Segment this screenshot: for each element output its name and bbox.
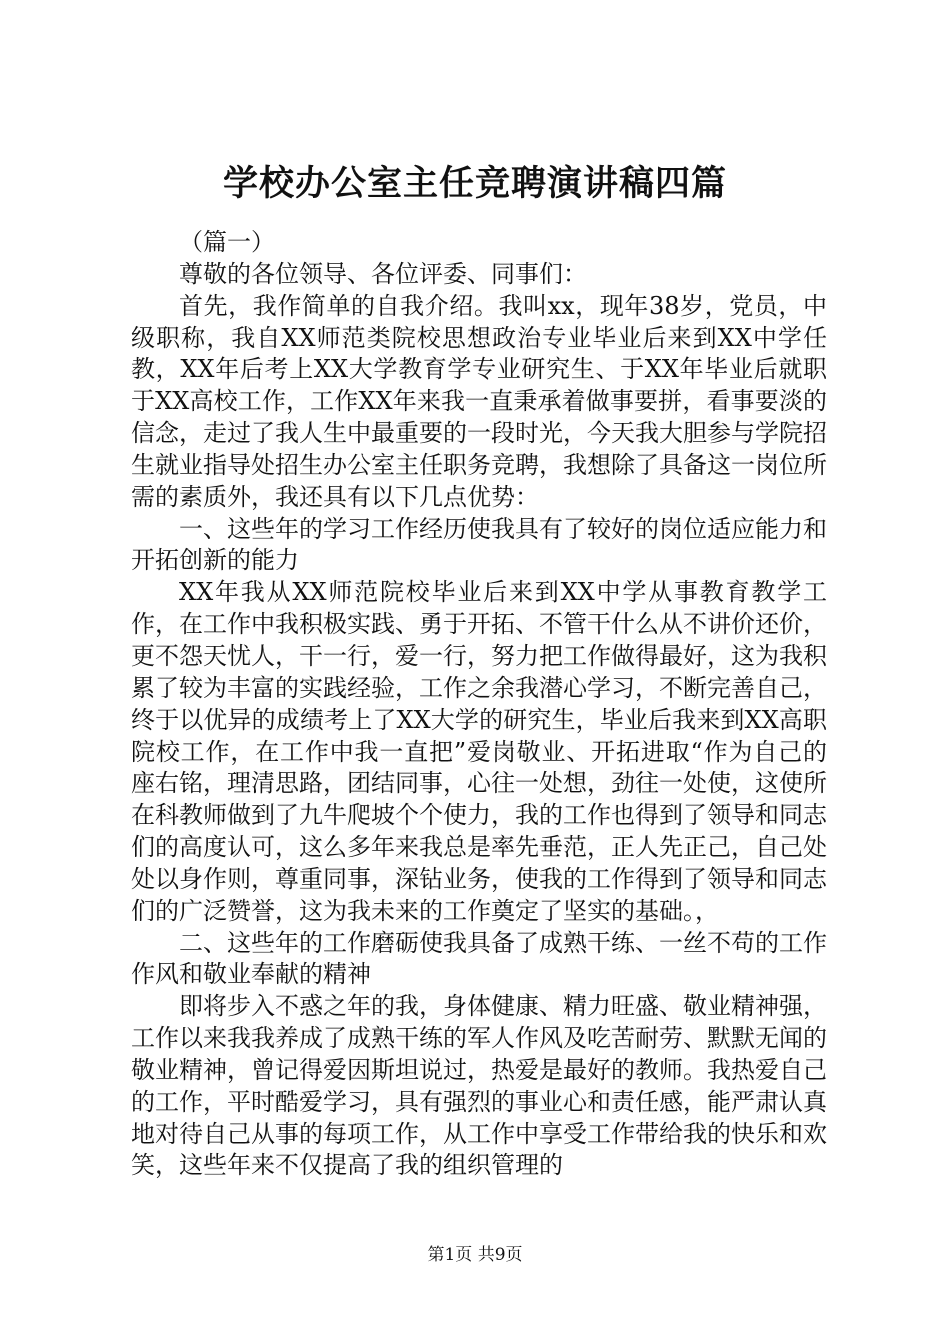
section-label: （篇一） xyxy=(179,228,275,256)
salutation: 尊敬的各位领导、各位评委、同事们： xyxy=(179,259,587,288)
document-title: 学校办公室主任竞聘演讲稿四篇 xyxy=(222,163,727,204)
section-heading: 一、这些年的学习工作经历使我具有了较好的岗位适应能力和开拓创新的能力 xyxy=(131,514,827,575)
document-body xyxy=(131,227,827,1182)
body-paragraph: 首先，我作简单的自我介绍。我叫xx，现年38岁，党员，中级职称，我自XX师范类院校思想政治专业毕业后来到XX中学任教，XX年后考上XX大学教育学专业研究生、于XX年毕业后就职于XX高校工作，工作XX年来我一直秉承着做事要拼，看事要淡的信念，走过了我人生中最重要的一段时光，今天我大胆参与学院招生就业指导处招生办公室主任职务竞聘，我想除了具备这一岗位所需的素质外，我还具有以下几点优势： xyxy=(131,291,827,511)
page-number-footer: 第1页 共9页 xyxy=(427,1245,523,1265)
section-heading: 二、这些年的工作磨砺使我具备了成熟干练、一丝不苟的工作作风和敬业奉献的精神 xyxy=(131,928,827,989)
body-paragraph: XX年我从XX师范院校毕业后来到XX中学从事教育教学工作，在工作中我积极实践、勇于开拓、不管干什么从不讲价还价，更不怨天忧人，干一行，爱一行，努力把工作做得最好，这为我积累了较为丰富的实践经验，工作之余我潜心学习，不断完善自己，终于以优异的成绩考上了XX大学的研究生，毕业后我来到XX高职院校工作，在工作中我一直把”爱岗敬业、开拓进取“作为自己的座右铭，理清思路，团结同事，心往一处想，劲往一处使，这使所在科教师做到了九牛爬坡个个使力，我的工作也得到了领导和同志们的高度认可，这么多年来我总是率先垂范，正人先正己，自己处处以身作则，尊重同事，深钻业务，使我的工作得到了领导和同志们的广泛赞誉，这为我未来的工作奠定了坚实的基础。， xyxy=(131,578,827,925)
body-paragraph: 即将步入不惑之年的我，身体健康、精力旺盛、敬业精神强，工作以来我我养成了成熟干练的军人作风及吃苦耐劳、默默无闻的敬业精神，曾记得爱因斯坦说过，热爱是最好的教师。我热爱自己的工作，平时酷爱学习，具有强烈的事业心和责任感，能严肃认真地对待自己从事的每项工作，从工作中享受工作带给我的快乐和欢笑，这些年来不仅提高了我的组织管理的 xyxy=(131,992,827,1180)
